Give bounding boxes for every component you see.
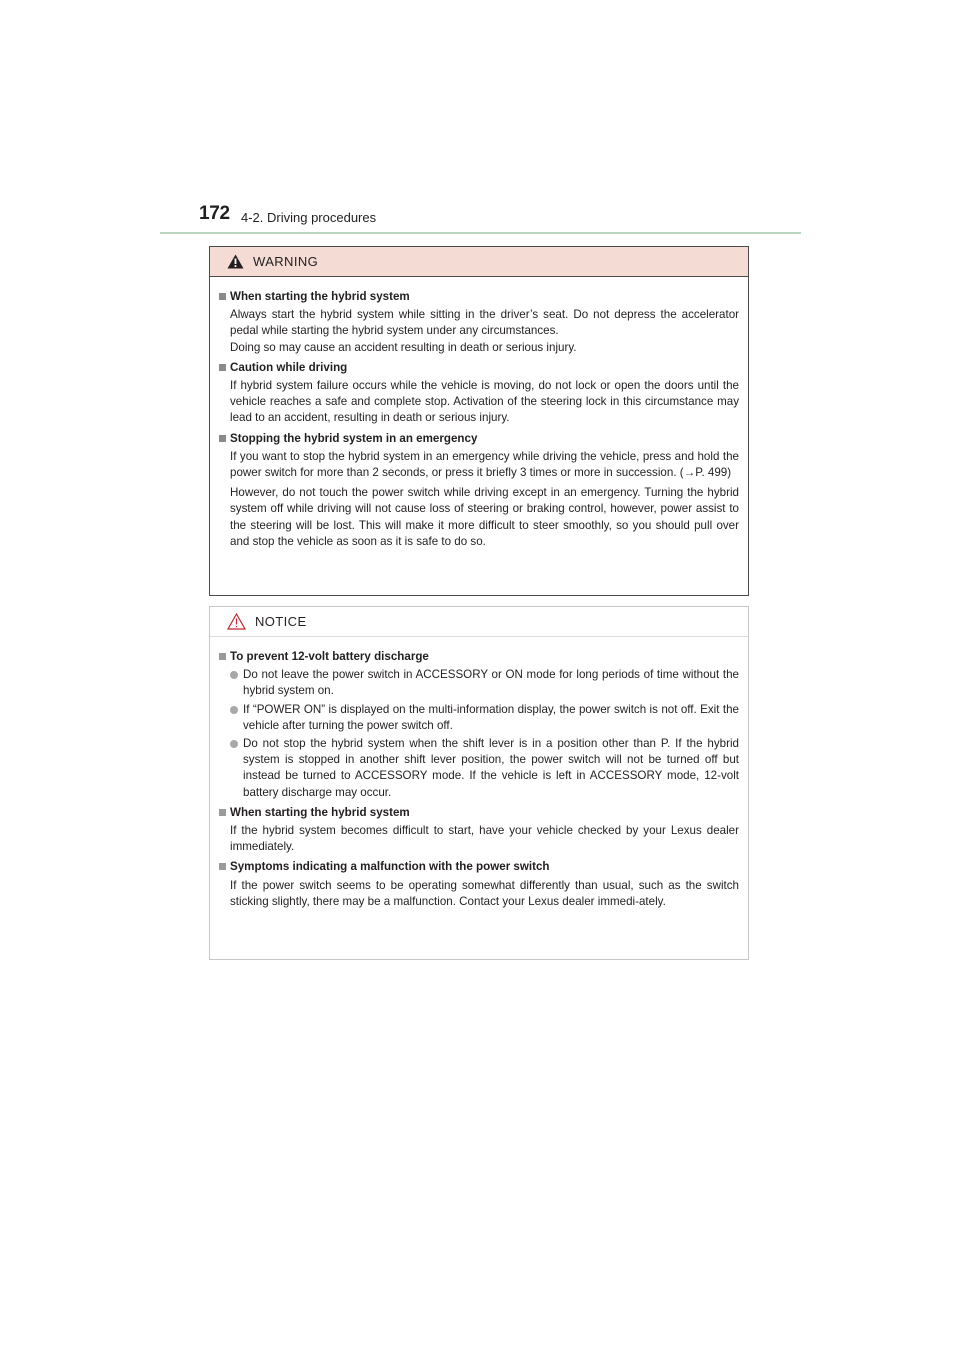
notice-paragraph: If the power switch seems to be operating somewhat differently than usual, such as the switch sticking slightly, there may be a malfunction. Contact your Lexus dealer immedi-ately. [230, 878, 739, 908]
notice-heading [219, 859, 739, 875]
warning-heading-text: When starting the hybrid system [230, 290, 410, 303]
warning-heading [219, 431, 739, 447]
notice-bullet-item [230, 702, 739, 734]
warning-heading-text: Stopping the hybrid system in an emergency [230, 431, 478, 445]
notice-header [210, 607, 748, 637]
warning-heading [219, 360, 739, 376]
warning-heading-text: Caution while driving [230, 360, 348, 374]
notice-heading [219, 649, 739, 665]
round-bullet-icon [230, 706, 238, 714]
warning-box [209, 246, 749, 596]
notice-heading [219, 805, 739, 821]
warning-paragraph: Always start the hybrid system while sitting in the driver’s seat. Do not depress the accelerator pedal while starting the hybrid system under any circumstances. [230, 308, 739, 338]
warning-title: WARNING [253, 254, 319, 269]
caution-triangle-outline-icon [227, 613, 246, 630]
warning-heading [219, 289, 739, 305]
round-bullet-icon [230, 740, 238, 748]
notice-bullet-item [230, 667, 739, 699]
notice-body [210, 637, 748, 910]
round-bullet-icon [230, 671, 238, 679]
square-bullet-icon [219, 435, 226, 442]
notice-bullet-text: If “POWER ON” is displayed on the multi-information display, the power switch is not off. Exit the vehicle after turning the power switch off. [243, 702, 739, 732]
warning-header [210, 247, 748, 277]
notice-heading-text: Symptoms indicating a malfunction with the power switch [230, 860, 550, 874]
square-bullet-icon [219, 653, 226, 660]
notice-box [209, 606, 749, 960]
warning-paragraph: Doing so may cause an accident resulting in death or serious injury. [230, 340, 577, 354]
notice-bullet-text: Do not leave the power switch in ACCESSORY or ON mode for long periods of time without the hybrid system on. [243, 668, 739, 698]
warning-triangle-icon [227, 254, 244, 269]
page-number: 172 [199, 203, 230, 224]
notice-heading-text: To prevent 12-volt battery discharge [230, 650, 429, 663]
warning-paragraph: However, do not touch the power switch while driving except in an emergency. Turning the hybrid system off while driving will not cause loss of steering or braking control, however, power assist to the steering will be lost. This will make it more difficult to steer smoothly, so you should pull over and stop the vehicle as soon as it is safe to do so. [230, 486, 739, 548]
warning-body [210, 277, 748, 550]
notice-paragraph: If the hybrid system becomes difficult to start, have your vehicle checked by your Lexus dealer immediately. [230, 824, 739, 854]
header-rule [160, 232, 801, 234]
notice-heading-text: When starting the hybrid system [230, 805, 410, 819]
notice-bullet-text: Do not stop the hybrid system when the shift lever is in a position other than P. If the hybrid system is stopped in another shift lever position, the power switch will not be turned off but instead be turned to ACCESSORY mode. If the vehicle is left in ACCESSORY mode, 12-volt battery discharge may occur. [243, 737, 739, 799]
notice-bullet-item [230, 736, 739, 801]
square-bullet-icon [219, 293, 226, 300]
section-title: 4-2. Driving procedures [241, 210, 377, 225]
warning-paragraph: If you want to stop the hybrid system in an emergency while driving the vehicle, press and hold the power switch for more than 2 seconds, or press it briefly 3 times or more in succession. (→P. 499) [230, 449, 739, 480]
notice-title: NOTICE [255, 614, 307, 629]
square-bullet-icon [219, 809, 226, 816]
square-bullet-icon [219, 364, 226, 371]
warning-paragraph: If hybrid system failure occurs while the vehicle is moving, do not lock or open the doors until the vehicle reaches a safe and complete stop. Activation of the steering lock in this circumstance may lead to an accident, resulting in death or serious injury. [230, 379, 739, 425]
square-bullet-icon [219, 863, 226, 870]
